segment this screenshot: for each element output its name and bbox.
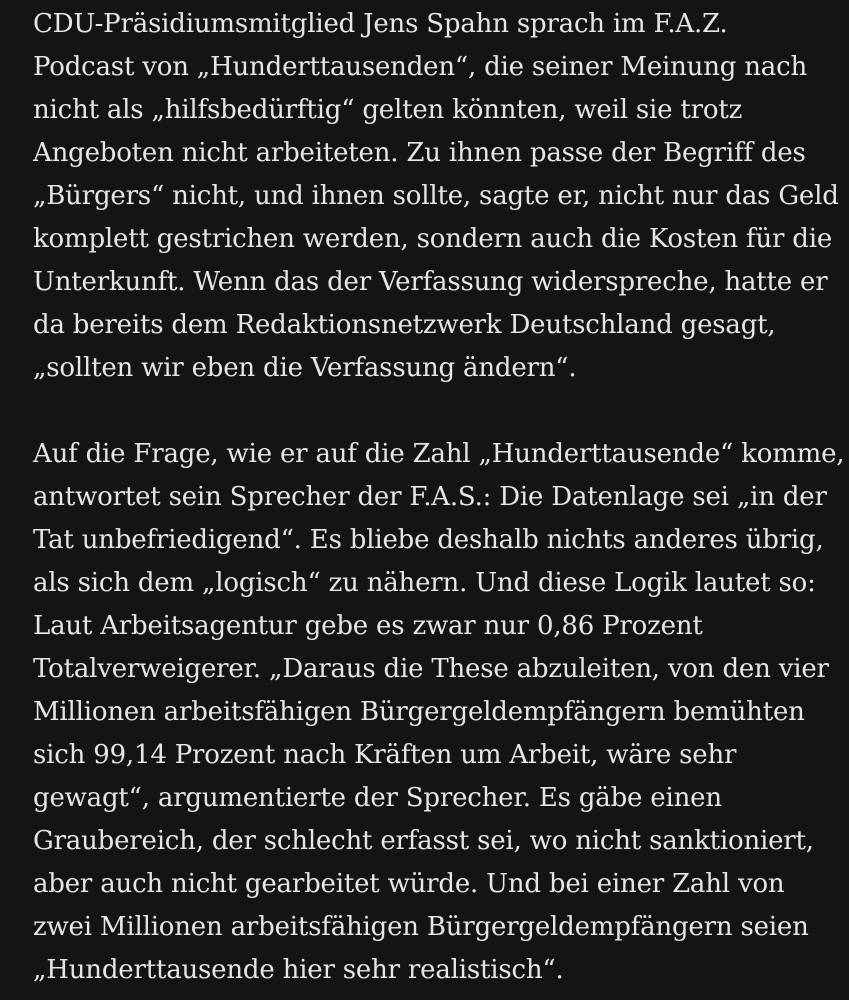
article-body: [33, 0, 845, 992]
text-line: antwortet sein Sprecher der F.A.S.: Die Datenlage sei „in der: [33, 482, 827, 512]
text-line: „Hunderttausende hier sehr realistisch“.: [33, 955, 564, 985]
text-line: aber auch nicht gearbeitet würde. Und bei einer Zahl von: [33, 869, 785, 899]
text-line: zwei Millionen arbeitsfähigen Bürgergeldempfängern seien: [33, 912, 809, 942]
text-line: Podcast von „Hunderttausenden“, die seiner Meinung nach: [33, 52, 808, 82]
text-line: da bereits dem Redaktionsnetzwerk Deutschland gesagt,: [33, 310, 776, 340]
text-line: sich 99,14 Prozent nach Kräften um Arbeit, wäre sehr: [33, 740, 737, 770]
text-line: Unterkunft. Wenn das der Verfassung widerspreche, hatte er: [33, 267, 828, 297]
text-line: Auf die Frage, wie er auf die Zahl „Hunderttausende“ komme,: [33, 439, 845, 469]
text-line: als sich dem „logisch“ zu nähern. Und diese Logik lautet so:: [33, 568, 816, 598]
text-line: Totalverweigerer. „Daraus die These abzuleiten, von den vier: [33, 654, 829, 684]
paragraph-spahn-podcast: [33, 0, 839, 390]
text-line: CDU-Präsidiumsmitglied Jens Spahn sprach im F.A.Z.: [33, 9, 728, 39]
text-line: Tat unbefriedigend“. Es bliebe deshalb nichts anderes übrig,: [33, 525, 824, 555]
text-line: Angeboten nicht arbeiteten. Zu ihnen passe der Begriff des: [33, 138, 806, 168]
text-line: Millionen arbeitsfähigen Bürgergeldempfängern bemühten: [33, 697, 805, 727]
text-line: „Bürgers“ nicht, und ihnen sollte, sagte er, nicht nur das Geld: [33, 181, 839, 211]
text-line: gewagt“, argumentierte der Sprecher. Es gäbe einen: [33, 783, 722, 813]
text-line: nicht als „hilfsbedürftig“ gelten könnten, weil sie trotz: [33, 95, 743, 125]
text-line: „sollten wir eben die Verfassung ändern“.: [33, 353, 577, 383]
text-line: Laut Arbeitsagentur gebe es zwar nur 0,86 Prozent: [33, 611, 703, 641]
text-line: Graubereich, der schlecht erfasst sei, wo nicht sanktioniert,: [33, 826, 814, 856]
paragraph-spokesperson-logic: [33, 433, 845, 992]
text-line: komplett gestrichen werden, sondern auch die Kosten für die: [33, 224, 833, 254]
